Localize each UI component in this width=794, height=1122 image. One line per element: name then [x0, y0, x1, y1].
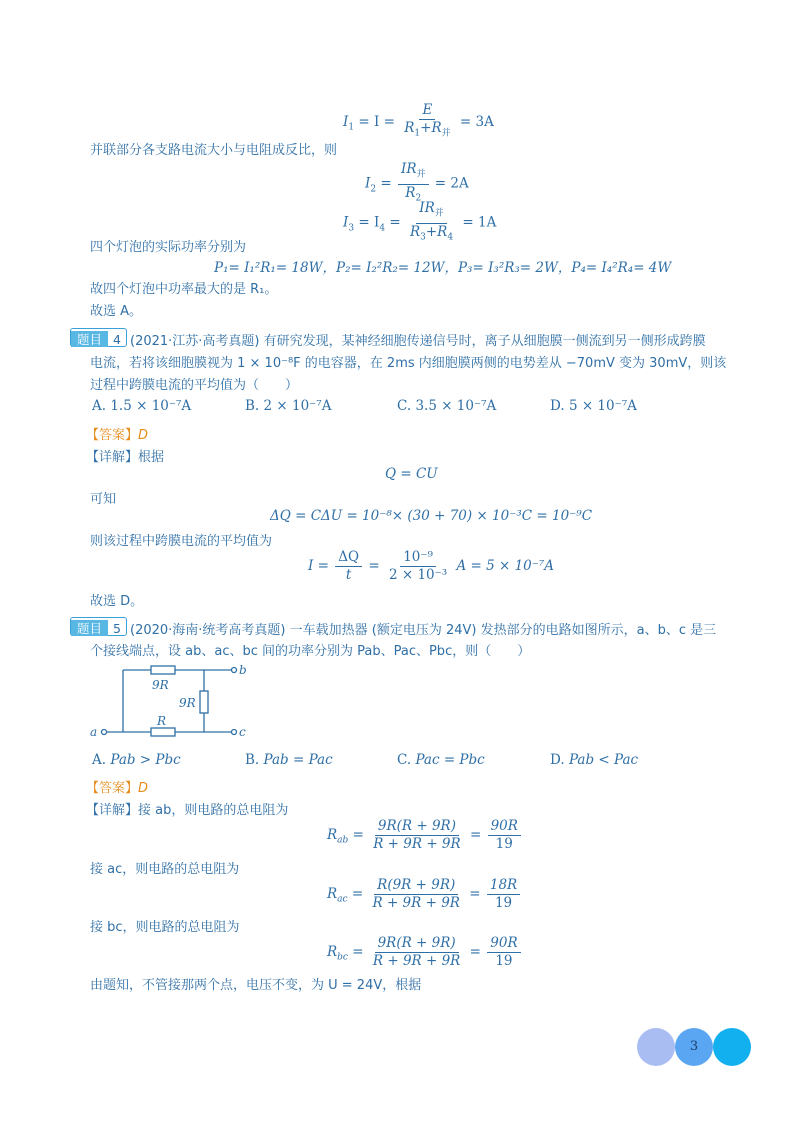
question-number: 5 [113, 621, 121, 636]
page-number: 3 [689, 1039, 699, 1054]
q5-stem-line2: 个接线端点，设 ab、ac、bc 间的功率分别为 Pab、Pac、Pbc，则（ ） [90, 644, 531, 659]
label-9r-mid: 9R [179, 696, 196, 710]
q5-eq-ac: $R_{ac}$ = $\frac{R(9R + 9R)}{R + 9R + 9R}$ = $\frac{18R}{19}$ [327, 878, 522, 911]
q4-answer: 【答案】D [86, 428, 149, 443]
q5-detail-3: 接 bc，则电路的总电阻为 [90, 920, 240, 935]
equation-i3: $I_3 = I_4$ = $\frac{IR_并}{R_3+R_4}$ = 1A [343, 200, 497, 243]
label-r-bottom: R [157, 714, 167, 728]
q5-detail-1: 【详解】接 ab，则电路的总电阻为 [86, 803, 289, 818]
text-choose-a: 故选 A。 [90, 304, 143, 319]
text-four-bulbs: 四个灯泡的实际功率分别为 [90, 240, 247, 255]
badge-circle-left [637, 1028, 675, 1066]
label-node-b: b [239, 663, 247, 677]
resistor-top [151, 666, 175, 674]
q4-stem-line1: (2021·江苏·高考真题) 有研究发现，某神经细胞传递信号时，离子从细胞膜一侧流到另一侧形成跨膜 [130, 334, 706, 349]
q5-detail-2: 接 ac，则电路的总电阻为 [90, 862, 240, 877]
label-9r-top: 9R [152, 678, 169, 692]
q5-option-d: D. Pab < Pac [550, 752, 639, 768]
q4-detail-1: 【详解】根据 [86, 450, 165, 465]
q5-option-c: C. Pac = Pbc [397, 752, 485, 768]
badge-circle-right [713, 1028, 751, 1066]
q5-option-b: B. Pab = Pac [245, 752, 333, 768]
equation-i2: $I_2$ = $\frac{IR_并}{R_2}$ = 2A [365, 161, 469, 204]
question-4-label [70, 327, 127, 347]
question-label: 题目 [71, 331, 108, 347]
q4-stem-line2: 电流，若将该细胞膜视为 1 × 10⁻⁸F 的电容器，在 2ms 内细胞膜两侧的电势差从 −70mV 变为 30mV，则该 [90, 356, 727, 371]
q4-option-a: A. 1.5 × 10⁻⁷A [92, 398, 192, 414]
question-label: 题目 [71, 620, 108, 636]
label-node-a: a [90, 725, 98, 739]
q4-option-b: B. 2 × 10⁻⁷A [245, 398, 332, 414]
text-parallel-branches: 并联部分各支路电流大小与电阻成反比，则 [90, 143, 338, 158]
equation-i1: $I_1 = I$ = $\frac{E}{R_1+R_并}$ = 3A [343, 102, 494, 139]
q5-option-a: A. Pab > Pbc [92, 752, 181, 768]
resistor-middle [200, 691, 208, 713]
q5-eq-bc: $R_{bc}$ = $\frac{9R(R + 9R)}{R + 9R + 9R}$ = $\frac{90R}{19}$ [327, 936, 523, 969]
q4-option-d: D. 5 × 10⁻⁷A [550, 398, 637, 414]
q4-eq-q: Q = CU [385, 466, 438, 482]
q4-detail-4: 故选 D。 [90, 594, 144, 609]
text-max-power: 故四个灯泡中功率最大的是 R₁。 [90, 282, 278, 297]
q5-eq-ab: $R_{ab}$ = $\frac{9R(R + 9R)}{R + 9R + 9R}$ = $\frac{90R}{19}$ [327, 819, 523, 852]
question-5-label [70, 616, 127, 636]
q5-detail-4: 由题知，不管接那两个点，电压不变，为 U = 24V，根据 [90, 978, 422, 993]
q4-detail-2: 可知 [90, 492, 117, 507]
q4-stem-line3: 过程中跨膜电流的平均值为（ ） [90, 378, 299, 393]
resistor-bottom [151, 728, 175, 736]
question-number: 4 [113, 332, 121, 347]
page-number-badge [637, 1028, 751, 1066]
circuit-diagram [88, 660, 258, 745]
terminal-a [102, 730, 107, 735]
q5-stem-line1: (2020·海南·统考高考真题) 一车载加热器 (额定电压为 24V) 发热部分的电路如图所示，a、b、c 是三 [130, 623, 717, 638]
q4-eq-dq: ΔQ = CΔU = 10⁻⁸× (30 + 70) × 10⁻³C = 10⁻⁹C [270, 508, 593, 524]
terminal-c [232, 730, 237, 735]
q4-eq-i: I = $\frac{\Delta Q}{t}$ = $\frac{\text{10⁻⁹}}{\text{2 × 10⁻³}}$ A = 5 × 10⁻⁷A [308, 549, 555, 583]
q5-answer: 【答案】D [86, 781, 149, 796]
q4-detail-3: 则该过程中跨膜电流的平均值为 [90, 534, 273, 549]
equation-powers: P₁= I₁²R₁= 18W，P₂= I₂²R₂= 12W，P₃= I₃²R₃= 2W，P₄= I₄²R₄= 4W [214, 260, 672, 276]
label-node-c: c [239, 725, 246, 739]
terminal-b [232, 668, 237, 673]
q4-option-c: C. 3.5 × 10⁻⁷A [397, 398, 497, 414]
